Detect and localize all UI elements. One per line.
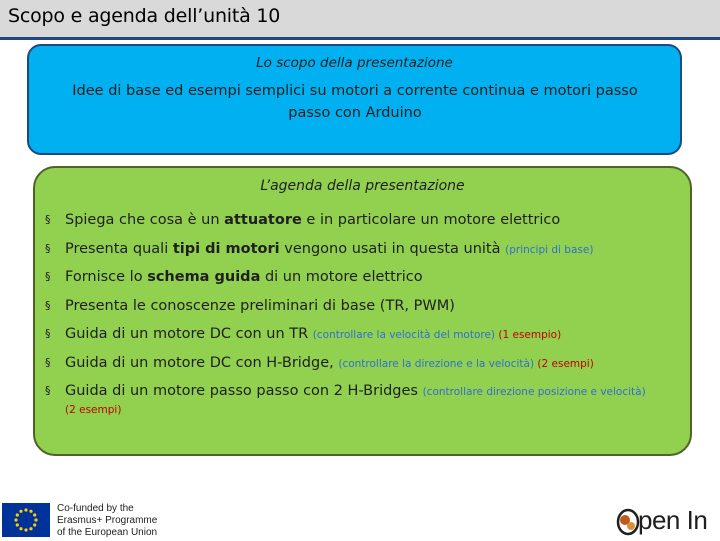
eu-line: Co-funded by the (57, 503, 134, 514)
eu-line: of the European Union (57, 527, 158, 538)
agenda-item (43, 377, 688, 406)
scope-body: Idee di base ed esempi semplici su motori a corrente continua e motori passo passo con Arduino (72, 83, 638, 121)
bullet-icon: § (45, 298, 51, 312)
agenda-item-text: Guida di un motore DC con un TR (65, 326, 313, 342)
agenda-item-text: di un motore elettrico (260, 269, 423, 285)
bullet-icon: § (45, 241, 51, 255)
bullet-icon: § (45, 384, 51, 397)
agenda-item (43, 320, 688, 349)
title-bar (0, 0, 720, 37)
agenda-item-text: Guida di un motore passo passo con 2 H-Bridges (65, 383, 423, 399)
bullet-icon: § (45, 327, 51, 340)
openin-logo-text: pen In (638, 505, 708, 535)
head-profile-icon (616, 507, 640, 537)
eu-stars-icon (2, 503, 50, 537)
agenda-item-bold: tipi di motori (172, 240, 280, 257)
agenda-list (43, 206, 688, 406)
agenda-item-text: Presenta le conoscenze preliminari di base (TR, PWM) (65, 297, 455, 314)
agenda-item-bold: attuatore (224, 212, 302, 228)
agenda-item-bold: schema guida (147, 269, 261, 285)
agenda-item-text: e in particolare un motore elettrico (301, 212, 561, 228)
agenda-title: L’agenda della presentazione (260, 178, 465, 194)
eu-flag-logo (2, 503, 50, 537)
agenda-item-text: Guida di un motore DC con H-Bridge, (65, 354, 339, 371)
agenda-item (43, 292, 688, 321)
agenda-item-note: (controllare la velocità del motore) (312, 329, 496, 341)
agenda-item-note: (controllare la direzione e la velocità) (338, 357, 535, 370)
agenda-item-text: Spiega che cosa è un (65, 212, 225, 228)
page-title: Scopo e agenda dell’unità 10 (8, 5, 281, 27)
bullet-icon: § (45, 355, 51, 369)
agenda-item-example-count: (2 esempi) (534, 357, 594, 370)
title-divider (0, 37, 720, 40)
agenda-item-note: (controllare direzione posizione e velocità) (422, 386, 646, 398)
agenda-item (43, 349, 688, 378)
openin-logo (616, 505, 716, 539)
bullet-icon: § (45, 270, 51, 283)
agenda-item (43, 206, 688, 235)
agenda-item (43, 263, 688, 292)
agenda-item-text: Presenta quali (65, 240, 173, 257)
eu-funding-text (57, 503, 157, 539)
eu-line: Erasmus+ Programme (57, 515, 158, 526)
scope-box (27, 44, 682, 155)
scope-title: Lo scopo della presentazione (256, 55, 453, 71)
agenda-item-text: Fornisce lo (65, 269, 148, 285)
agenda-item (43, 235, 688, 264)
agenda-item-text: vengono usati in questa unità (279, 240, 506, 257)
agenda-item-example-count: (1 esempio) (495, 329, 562, 341)
agenda-item-note: (principi di base) (505, 243, 594, 256)
bullet-icon: § (45, 213, 51, 226)
agenda-item-example-count: (2 esempi) (65, 404, 122, 416)
agenda-box (33, 166, 692, 456)
